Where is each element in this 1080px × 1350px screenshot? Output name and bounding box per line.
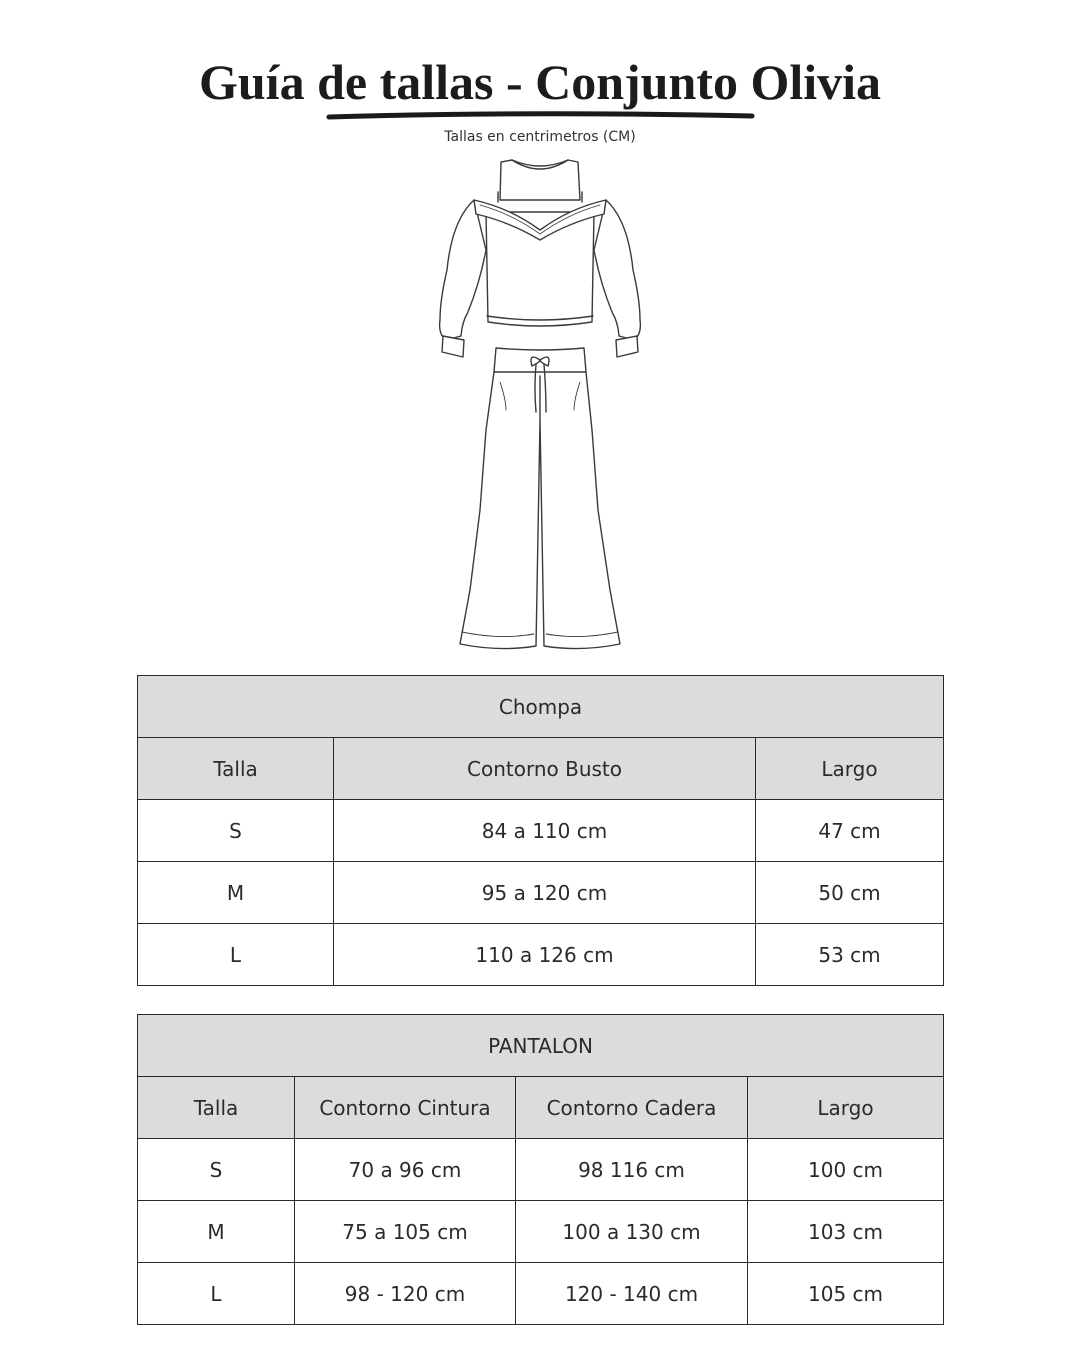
page-title: Guía de tallas - Conjunto Olivia	[198, 54, 882, 110]
table-cell: 105 cm	[748, 1263, 944, 1325]
table-cell: 70 a 96 cm	[295, 1139, 516, 1201]
pantalon-size-table	[137, 1014, 944, 1325]
table-cell: 100 a 130 cm	[516, 1201, 748, 1263]
column-header: Talla	[138, 738, 334, 800]
table-cell: 84 a 110 cm	[334, 800, 756, 862]
table-row	[138, 800, 944, 862]
table-cell: 98 - 120 cm	[295, 1263, 516, 1325]
table-cell: 120 - 140 cm	[516, 1263, 748, 1325]
table-cell: 50 cm	[756, 862, 944, 924]
table-cell: 47 cm	[756, 800, 944, 862]
table-cell: 53 cm	[756, 924, 944, 986]
chompa-size-table	[137, 675, 944, 986]
table-cell: 103 cm	[748, 1201, 944, 1263]
table-cell: 100 cm	[748, 1139, 944, 1201]
garment-sketch-icon	[425, 152, 655, 657]
table-cell: 98 116 cm	[516, 1139, 748, 1201]
page-subtitle: Tallas en centrimetros (CM)	[444, 129, 636, 145]
table-row	[138, 1201, 944, 1263]
table-cell: 95 a 120 cm	[334, 862, 756, 924]
table-row	[138, 1263, 944, 1325]
table-cell: M	[138, 1201, 295, 1263]
table-row	[138, 1139, 944, 1201]
table-cell: S	[138, 800, 334, 862]
table-cell: 110 a 126 cm	[334, 924, 756, 986]
column-header: Largo	[748, 1077, 944, 1139]
column-header: Contorno Cintura	[295, 1077, 516, 1139]
table-title: PANTALON	[138, 1015, 944, 1077]
table-title: Chompa	[138, 676, 944, 738]
table-cell: S	[138, 1139, 295, 1201]
table-cell: M	[138, 862, 334, 924]
column-header: Talla	[138, 1077, 295, 1139]
title-underline	[326, 107, 756, 123]
table-row	[138, 924, 944, 986]
column-header: Largo	[756, 738, 944, 800]
column-header: Contorno Busto	[334, 738, 756, 800]
table-cell: 75 a 105 cm	[295, 1201, 516, 1263]
table-row	[138, 862, 944, 924]
column-header: Contorno Cadera	[516, 1077, 748, 1139]
table-cell: L	[138, 1263, 295, 1325]
table-cell: L	[138, 924, 334, 986]
